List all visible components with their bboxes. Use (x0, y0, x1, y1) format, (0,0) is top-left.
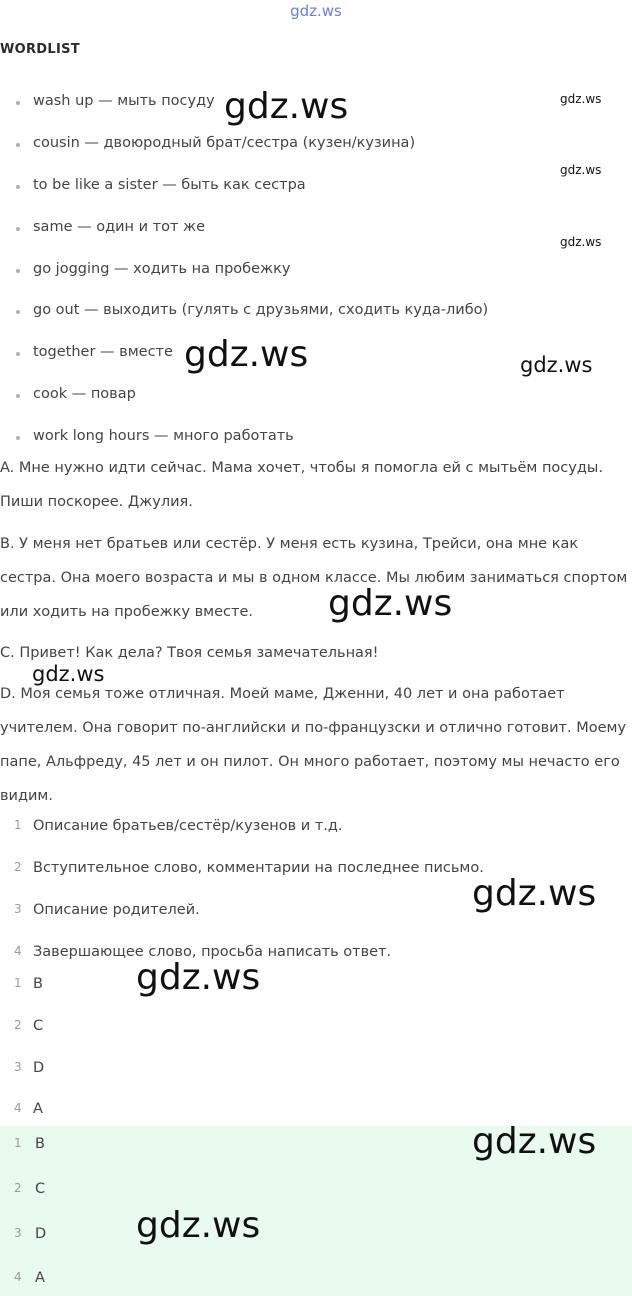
bullet-icon (16, 436, 20, 440)
bullet-icon (16, 101, 20, 105)
watermark: gdz.ws (560, 163, 602, 177)
watermark: gdz.ws (560, 235, 602, 249)
watermark: gdz.ws (328, 583, 453, 624)
watermark: gdz.ws (560, 92, 602, 106)
bullet-icon (16, 185, 20, 189)
watermark: gdz.ws (224, 86, 349, 127)
watermark: gdz.ws (472, 873, 597, 914)
paragraph-c: C. Привет! Как дела? Твоя семья замечательная! (0, 645, 379, 661)
bullet-icon (16, 143, 20, 147)
bullet-icon (16, 227, 20, 231)
watermark: gdz.ws (136, 1205, 261, 1246)
bullet-icon (16, 352, 20, 356)
paragraph-d: D. Моя семья тоже отличная. Моей маме, Дженни, 40 лет и она работает учителем. Она говорит по-английски и по-французски и отлично готовит. Моему папе, Альфреду, 45 лет и он пилот. Он много работает, поэтому мы нечасто его видим. (0, 686, 627, 804)
bullet-icon (16, 310, 20, 314)
site-link[interactable]: gdz.ws (290, 2, 342, 20)
wordlist-heading: WORDLIST (0, 42, 80, 57)
watermark: gdz.ws (136, 957, 261, 998)
watermark: gdz.ws (520, 353, 593, 377)
watermark: gdz.ws (472, 1121, 597, 1162)
bullet-icon (16, 269, 20, 273)
bullet-icon (16, 394, 20, 398)
watermark: gdz.ws (184, 334, 309, 375)
paragraph-b: B. У меня нет братьев или сестёр. У меня есть кузина, Трейси, она мне как сестра. Она моего возраста и мы в одном классе. Мы любим заниматься спортом или ходить на пробежку вместе. (0, 536, 628, 620)
watermark: gdz.ws (32, 662, 105, 686)
paragraph-a: A. Мне нужно идти сейчас. Мама хочет, чтобы я помогла ей с мытьём посуды. Пиши поскорее. Джулия. (0, 460, 603, 510)
